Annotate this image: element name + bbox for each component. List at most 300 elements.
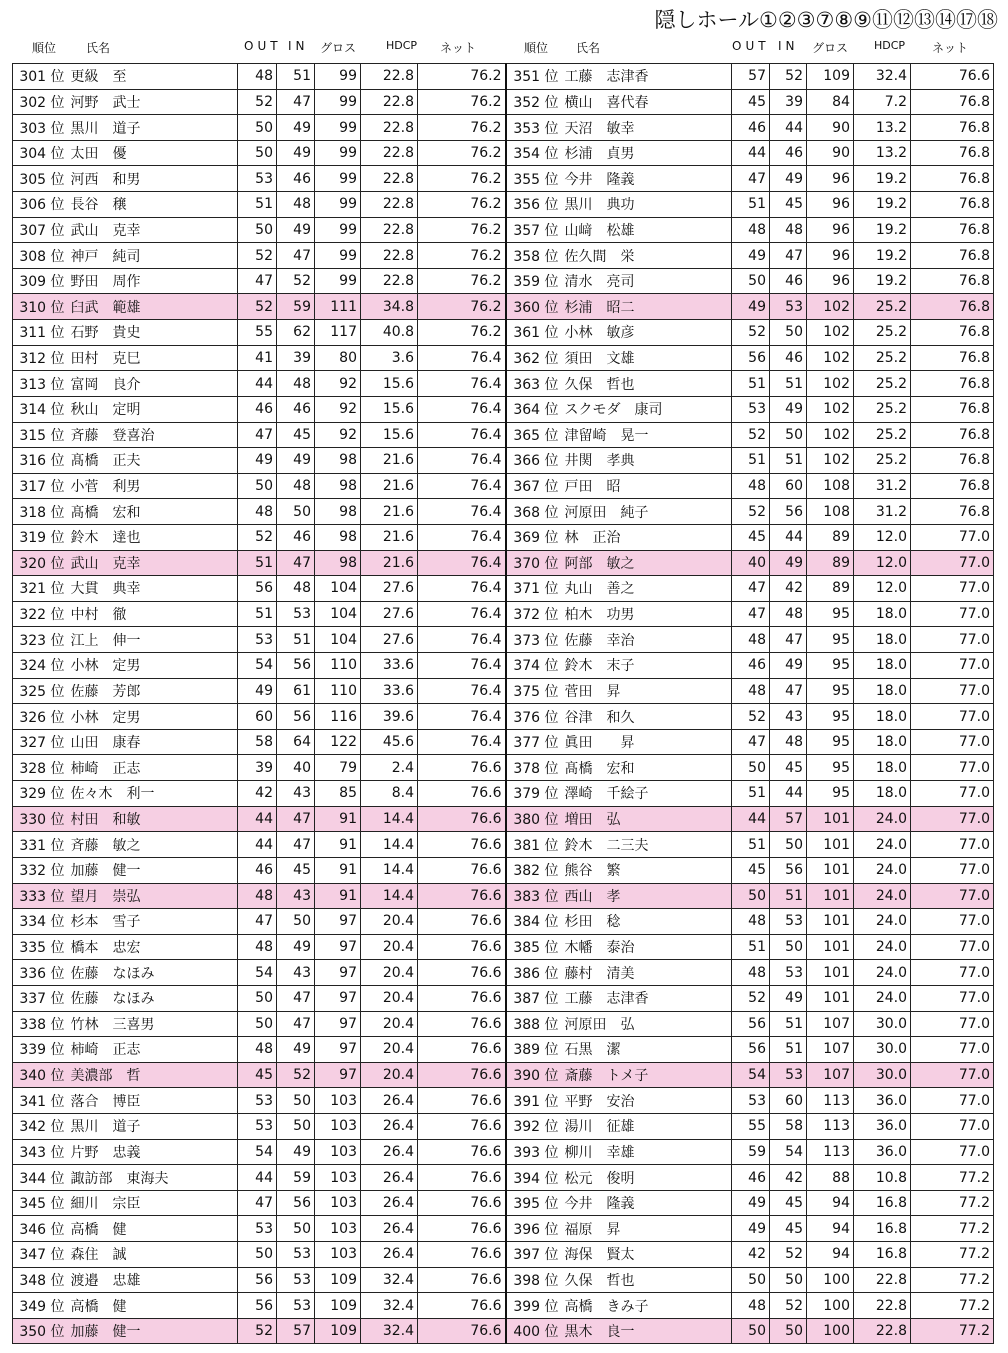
in-cell: 48 xyxy=(770,217,807,243)
rank-cell: 362 位 xyxy=(506,345,562,371)
hdcp-cell: 18.0 xyxy=(854,601,911,627)
name-cell: 武山 克幸 xyxy=(68,217,238,243)
net-cell: 76.8 xyxy=(911,396,994,422)
hdcp-cell: 3.6 xyxy=(361,345,418,371)
rank-cell: 322 位 xyxy=(13,601,68,627)
hdcp-cell: 12.0 xyxy=(854,524,911,550)
gross-cell: 89 xyxy=(807,576,854,602)
table-row-highlighted xyxy=(13,550,994,576)
gross-cell: 101 xyxy=(807,832,854,858)
out-cell: 53 xyxy=(238,166,277,192)
rank-cell: 367 位 xyxy=(506,473,562,499)
net-cell: 77.0 xyxy=(911,960,994,986)
net-cell: 76.2 xyxy=(418,294,506,320)
rank-cell: 331 位 xyxy=(13,832,68,858)
rank-cell: 387 位 xyxy=(506,985,562,1011)
name-cell: 細川 宗臣 xyxy=(68,1190,238,1216)
hdcp-cell: 22.8 xyxy=(361,166,418,192)
net-cell: 77.0 xyxy=(911,704,994,730)
out-cell: 51 xyxy=(238,601,277,627)
hdcp-cell: 32.4 xyxy=(361,1293,418,1319)
name-cell: 橋本 忠宏 xyxy=(68,934,238,960)
table-row xyxy=(13,320,994,346)
gross-cell: 99 xyxy=(315,115,361,141)
rank-cell: 388 位 xyxy=(506,1011,562,1037)
hdcp-cell: 18.0 xyxy=(854,755,911,781)
gross-cell: 95 xyxy=(807,678,854,704)
out-cell: 54 xyxy=(238,653,277,679)
in-cell: 43 xyxy=(770,704,807,730)
gross-cell: 113 xyxy=(807,1139,854,1165)
hdcp-cell: 21.6 xyxy=(361,524,418,550)
name-cell: 江上 伸一 xyxy=(68,627,238,653)
rank-cell: 351 位 xyxy=(506,64,562,90)
out-cell: 39 xyxy=(238,755,277,781)
in-cell: 49 xyxy=(277,934,315,960)
gross-cell: 79 xyxy=(315,755,361,781)
hdcp-cell: 13.2 xyxy=(854,115,911,141)
gross-cell: 90 xyxy=(807,140,854,166)
out-cell: 53 xyxy=(238,1216,277,1242)
gross-cell: 100 xyxy=(807,1318,854,1344)
gross-cell: 101 xyxy=(807,909,854,935)
net-cell: 76.6 xyxy=(418,781,506,807)
in-cell: 53 xyxy=(277,1242,315,1268)
gross-cell: 80 xyxy=(315,345,361,371)
out-cell: 46 xyxy=(238,857,277,883)
net-cell: 77.0 xyxy=(911,985,994,1011)
in-cell: 46 xyxy=(770,140,807,166)
hdcp-cell: 22.8 xyxy=(361,217,418,243)
hdcp-cell: 14.4 xyxy=(361,883,418,909)
net-cell: 76.6 xyxy=(418,1037,506,1063)
in-cell: 53 xyxy=(277,601,315,627)
out-cell: 50 xyxy=(238,140,277,166)
gross-cell: 102 xyxy=(807,294,854,320)
net-cell: 76.6 xyxy=(418,1139,506,1165)
hdcp-cell: 36.0 xyxy=(854,1139,911,1165)
rank-cell: 361 位 xyxy=(506,320,562,346)
in-cell: 51 xyxy=(770,371,807,397)
header-in-left: IN xyxy=(288,39,309,53)
out-cell: 53 xyxy=(732,1088,770,1114)
gross-cell: 109 xyxy=(315,1267,361,1293)
hdcp-cell: 26.4 xyxy=(361,1113,418,1139)
out-cell: 53 xyxy=(732,396,770,422)
in-cell: 53 xyxy=(277,1267,315,1293)
header-out-left: OUT xyxy=(244,39,282,53)
table-row xyxy=(13,627,994,653)
net-cell: 76.6 xyxy=(418,1293,506,1319)
rank-cell: 364 位 xyxy=(506,396,562,422)
rank-cell: 359 位 xyxy=(506,268,562,294)
in-cell: 56 xyxy=(277,704,315,730)
rank-cell: 306 位 xyxy=(13,192,68,218)
name-cell: 神戸 純司 xyxy=(68,243,238,269)
out-cell: 48 xyxy=(238,64,277,90)
out-cell: 46 xyxy=(732,653,770,679)
rank-cell: 320 位 xyxy=(13,550,68,576)
gross-cell: 97 xyxy=(315,985,361,1011)
out-cell: 51 xyxy=(238,192,277,218)
name-cell: 臼武 範雄 xyxy=(68,294,238,320)
gross-cell: 101 xyxy=(807,934,854,960)
rank-cell: 316 位 xyxy=(13,448,68,474)
out-cell: 51 xyxy=(732,934,770,960)
hdcp-cell: 27.6 xyxy=(361,601,418,627)
gross-cell: 85 xyxy=(315,781,361,807)
rank-cell: 339 位 xyxy=(13,1037,68,1063)
rank-cell: 330 位 xyxy=(13,806,68,832)
table-row xyxy=(13,1165,994,1191)
gross-cell: 97 xyxy=(315,909,361,935)
out-cell: 52 xyxy=(238,1318,277,1344)
net-cell: 76.8 xyxy=(911,243,994,269)
out-cell: 50 xyxy=(238,473,277,499)
rank-cell: 317 位 xyxy=(13,473,68,499)
table-row xyxy=(13,499,994,525)
name-cell: 今井 隆義 xyxy=(562,1190,732,1216)
out-cell: 44 xyxy=(732,140,770,166)
table-row xyxy=(13,64,994,90)
hdcp-cell: 20.4 xyxy=(361,934,418,960)
name-cell: 小林 敏彦 xyxy=(562,320,732,346)
out-cell: 50 xyxy=(238,217,277,243)
rank-cell: 363 位 xyxy=(506,371,562,397)
rank-cell: 349 位 xyxy=(13,1293,68,1319)
table-row xyxy=(13,422,994,448)
out-cell: 52 xyxy=(238,243,277,269)
rank-cell: 307 位 xyxy=(13,217,68,243)
gross-cell: 107 xyxy=(807,1062,854,1088)
net-cell: 77.2 xyxy=(911,1267,994,1293)
name-cell: 佐藤 なほみ xyxy=(68,985,238,1011)
table-row xyxy=(13,217,994,243)
net-cell: 76.4 xyxy=(418,627,506,653)
net-cell: 77.0 xyxy=(911,550,994,576)
net-cell: 76.6 xyxy=(418,1088,506,1114)
name-cell: 工藤 志津香 xyxy=(562,64,732,90)
in-cell: 51 xyxy=(277,627,315,653)
in-cell: 44 xyxy=(770,115,807,141)
net-cell: 77.0 xyxy=(911,1113,994,1139)
hdcp-cell: 18.0 xyxy=(854,678,911,704)
hdcp-cell: 39.6 xyxy=(361,704,418,730)
gross-cell: 109 xyxy=(315,1318,361,1344)
in-cell: 51 xyxy=(770,1037,807,1063)
rank-cell: 370 位 xyxy=(506,550,562,576)
net-cell: 76.8 xyxy=(911,217,994,243)
net-cell: 77.2 xyxy=(911,1318,994,1344)
in-cell: 46 xyxy=(277,166,315,192)
rank-cell: 378 位 xyxy=(506,755,562,781)
gross-cell: 104 xyxy=(315,576,361,602)
hdcp-cell: 8.4 xyxy=(361,781,418,807)
net-cell: 76.4 xyxy=(418,729,506,755)
hdcp-cell: 19.2 xyxy=(854,192,911,218)
net-cell: 76.4 xyxy=(418,524,506,550)
name-cell: 木幡 泰治 xyxy=(562,934,732,960)
rank-cell: 334 位 xyxy=(13,909,68,935)
hdcp-cell: 2.4 xyxy=(361,755,418,781)
in-cell: 45 xyxy=(770,1190,807,1216)
hdcp-cell: 31.2 xyxy=(854,473,911,499)
rank-cell: 393 位 xyxy=(506,1139,562,1165)
net-cell: 76.8 xyxy=(911,448,994,474)
name-cell: 望月 崇弘 xyxy=(68,883,238,909)
net-cell: 77.0 xyxy=(911,576,994,602)
net-cell: 77.0 xyxy=(911,1139,994,1165)
gross-cell: 90 xyxy=(807,115,854,141)
net-cell: 76.2 xyxy=(418,166,506,192)
rank-cell: 344 位 xyxy=(13,1165,68,1191)
out-cell: 56 xyxy=(732,345,770,371)
gross-cell: 94 xyxy=(807,1190,854,1216)
in-cell: 45 xyxy=(277,422,315,448)
hdcp-cell: 22.8 xyxy=(361,192,418,218)
table-row xyxy=(13,166,994,192)
net-cell: 76.2 xyxy=(418,217,506,243)
name-cell: 石野 貴史 xyxy=(68,320,238,346)
gross-cell: 95 xyxy=(807,781,854,807)
name-cell: 湯川 征雄 xyxy=(562,1113,732,1139)
name-cell: 澤崎 千絵子 xyxy=(562,781,732,807)
rank-cell: 324 位 xyxy=(13,653,68,679)
rank-cell: 384 位 xyxy=(506,909,562,935)
out-cell: 45 xyxy=(732,857,770,883)
rank-cell: 385 位 xyxy=(506,934,562,960)
out-cell: 48 xyxy=(732,909,770,935)
header-out-right: OUT xyxy=(732,39,770,53)
name-cell: 天沼 敏幸 xyxy=(562,115,732,141)
name-cell: 柿崎 正志 xyxy=(68,755,238,781)
out-cell: 53 xyxy=(238,1113,277,1139)
net-cell: 76.4 xyxy=(418,678,506,704)
out-cell: 50 xyxy=(732,1267,770,1293)
out-cell: 50 xyxy=(238,115,277,141)
gross-cell: 91 xyxy=(315,857,361,883)
out-cell: 48 xyxy=(238,934,277,960)
gross-cell: 96 xyxy=(807,268,854,294)
name-cell: 山田 康春 xyxy=(68,729,238,755)
out-cell: 51 xyxy=(732,781,770,807)
in-cell: 48 xyxy=(277,192,315,218)
name-cell: 杉浦 貞男 xyxy=(562,140,732,166)
name-cell: 佐藤 幸治 xyxy=(562,627,732,653)
gross-cell: 99 xyxy=(315,89,361,115)
hdcp-cell: 25.2 xyxy=(854,422,911,448)
name-cell: 河原田 弘 xyxy=(562,1011,732,1037)
hdcp-cell: 22.8 xyxy=(361,243,418,269)
hdcp-cell: 25.2 xyxy=(854,448,911,474)
gross-cell: 95 xyxy=(807,627,854,653)
in-cell: 39 xyxy=(770,89,807,115)
in-cell: 50 xyxy=(770,934,807,960)
name-cell: 阿部 敏之 xyxy=(562,550,732,576)
in-cell: 47 xyxy=(277,89,315,115)
in-cell: 46 xyxy=(277,396,315,422)
out-cell: 51 xyxy=(732,371,770,397)
gross-cell: 102 xyxy=(807,320,854,346)
net-cell: 77.0 xyxy=(911,857,994,883)
hdcp-cell: 19.2 xyxy=(854,243,911,269)
name-cell: 須田 文雄 xyxy=(562,345,732,371)
name-cell: 斉藤 登喜治 xyxy=(68,422,238,448)
net-cell: 76.2 xyxy=(418,140,506,166)
gross-cell: 116 xyxy=(315,704,361,730)
name-cell: 高橋 健 xyxy=(68,1216,238,1242)
in-cell: 45 xyxy=(770,1216,807,1242)
name-cell: 黒川 典功 xyxy=(562,192,732,218)
gross-cell: 99 xyxy=(315,268,361,294)
rank-cell: 374 位 xyxy=(506,653,562,679)
net-cell: 76.6 xyxy=(418,1113,506,1139)
name-cell: 髙橋 宏和 xyxy=(562,755,732,781)
hdcp-cell: 22.8 xyxy=(361,115,418,141)
table-row-highlighted xyxy=(13,1062,994,1088)
net-cell: 76.6 xyxy=(418,755,506,781)
net-cell: 76.6 xyxy=(418,857,506,883)
hdcp-cell: 20.4 xyxy=(361,1037,418,1063)
net-cell: 76.8 xyxy=(911,499,994,525)
name-cell: 今井 隆義 xyxy=(562,166,732,192)
hdcp-cell: 32.4 xyxy=(361,1267,418,1293)
in-cell: 49 xyxy=(277,140,315,166)
in-cell: 47 xyxy=(277,832,315,858)
hdcp-cell: 24.0 xyxy=(854,909,911,935)
hdcp-cell: 25.2 xyxy=(854,371,911,397)
gross-cell: 92 xyxy=(315,422,361,448)
net-cell: 76.6 xyxy=(418,1216,506,1242)
in-cell: 45 xyxy=(770,755,807,781)
in-cell: 50 xyxy=(277,499,315,525)
table-row xyxy=(13,1037,994,1063)
name-cell: 佐藤 なほみ xyxy=(68,960,238,986)
gross-cell: 110 xyxy=(315,653,361,679)
net-cell: 76.8 xyxy=(911,345,994,371)
out-cell: 48 xyxy=(732,627,770,653)
in-cell: 51 xyxy=(770,448,807,474)
column-header-row xyxy=(10,36,994,58)
rank-cell: 341 位 xyxy=(13,1088,68,1114)
out-cell: 46 xyxy=(732,115,770,141)
in-cell: 51 xyxy=(770,883,807,909)
name-cell: 菅田 昇 xyxy=(562,678,732,704)
gross-cell: 102 xyxy=(807,396,854,422)
gross-cell: 111 xyxy=(315,294,361,320)
rank-cell: 315 位 xyxy=(13,422,68,448)
gross-cell: 95 xyxy=(807,729,854,755)
hdcp-cell: 24.0 xyxy=(854,883,911,909)
out-cell: 56 xyxy=(732,1011,770,1037)
in-cell: 56 xyxy=(277,1190,315,1216)
rank-cell: 336 位 xyxy=(13,960,68,986)
net-cell: 76.2 xyxy=(418,89,506,115)
in-cell: 53 xyxy=(770,1062,807,1088)
in-cell: 62 xyxy=(277,320,315,346)
net-cell: 77.0 xyxy=(911,806,994,832)
in-cell: 50 xyxy=(277,1088,315,1114)
hdcp-cell: 19.2 xyxy=(854,268,911,294)
table-row xyxy=(13,960,994,986)
hdcp-cell: 27.6 xyxy=(361,627,418,653)
rank-cell: 354 位 xyxy=(506,140,562,166)
gross-cell: 100 xyxy=(807,1293,854,1319)
in-cell: 48 xyxy=(277,576,315,602)
gross-cell: 97 xyxy=(315,1062,361,1088)
name-cell: 髙橋 正夫 xyxy=(68,448,238,474)
rank-cell: 396 位 xyxy=(506,1216,562,1242)
out-cell: 45 xyxy=(732,524,770,550)
hdcp-cell: 34.8 xyxy=(361,294,418,320)
header-in-right: IN xyxy=(778,39,799,53)
name-cell: 河野 武士 xyxy=(68,89,238,115)
hdcp-cell: 13.2 xyxy=(854,140,911,166)
gross-cell: 98 xyxy=(315,448,361,474)
rank-cell: 309 位 xyxy=(13,268,68,294)
name-cell: 林 正治 xyxy=(562,524,732,550)
in-cell: 49 xyxy=(770,166,807,192)
rank-cell: 380 位 xyxy=(506,806,562,832)
hdcp-cell: 26.4 xyxy=(361,1242,418,1268)
out-cell: 47 xyxy=(732,729,770,755)
net-cell: 76.8 xyxy=(911,192,994,218)
out-cell: 47 xyxy=(238,268,277,294)
out-cell: 52 xyxy=(732,320,770,346)
rank-cell: 302 位 xyxy=(13,89,68,115)
net-cell: 76.4 xyxy=(418,396,506,422)
table-row xyxy=(13,473,994,499)
table-row xyxy=(13,524,994,550)
hdcp-cell: 24.0 xyxy=(854,934,911,960)
out-cell: 52 xyxy=(732,422,770,448)
in-cell: 49 xyxy=(770,396,807,422)
out-cell: 49 xyxy=(732,243,770,269)
gross-cell: 101 xyxy=(807,960,854,986)
hdcp-cell: 45.6 xyxy=(361,729,418,755)
net-cell: 77.0 xyxy=(911,729,994,755)
rank-cell: 313 位 xyxy=(13,371,68,397)
name-cell: 太田 優 xyxy=(68,140,238,166)
gross-cell: 103 xyxy=(315,1088,361,1114)
hdcp-cell: 16.8 xyxy=(854,1242,911,1268)
gross-cell: 103 xyxy=(315,1139,361,1165)
in-cell: 49 xyxy=(277,217,315,243)
out-cell: 48 xyxy=(238,883,277,909)
rank-cell: 379 位 xyxy=(506,781,562,807)
name-cell: 杉浦 昭二 xyxy=(562,294,732,320)
hdcp-cell: 26.4 xyxy=(361,1190,418,1216)
rank-cell: 304 位 xyxy=(13,140,68,166)
name-cell: 黒川 道子 xyxy=(68,1113,238,1139)
hdcp-cell: 33.6 xyxy=(361,678,418,704)
rank-cell: 397 位 xyxy=(506,1242,562,1268)
name-cell: 落合 博臣 xyxy=(68,1088,238,1114)
gross-cell: 101 xyxy=(807,806,854,832)
net-cell: 76.4 xyxy=(418,473,506,499)
name-cell: 松元 俊明 xyxy=(562,1165,732,1191)
rank-cell: 360 位 xyxy=(506,294,562,320)
out-cell: 54 xyxy=(238,960,277,986)
name-cell: 柳川 幸雄 xyxy=(562,1139,732,1165)
hdcp-cell: 40.8 xyxy=(361,320,418,346)
hdcp-cell: 22.8 xyxy=(361,89,418,115)
rank-cell: 314 位 xyxy=(13,396,68,422)
net-cell: 77.0 xyxy=(911,1088,994,1114)
net-cell: 76.6 xyxy=(418,1267,506,1293)
name-cell: 佐藤 芳郎 xyxy=(68,678,238,704)
name-cell: 工藤 志津香 xyxy=(562,985,732,1011)
